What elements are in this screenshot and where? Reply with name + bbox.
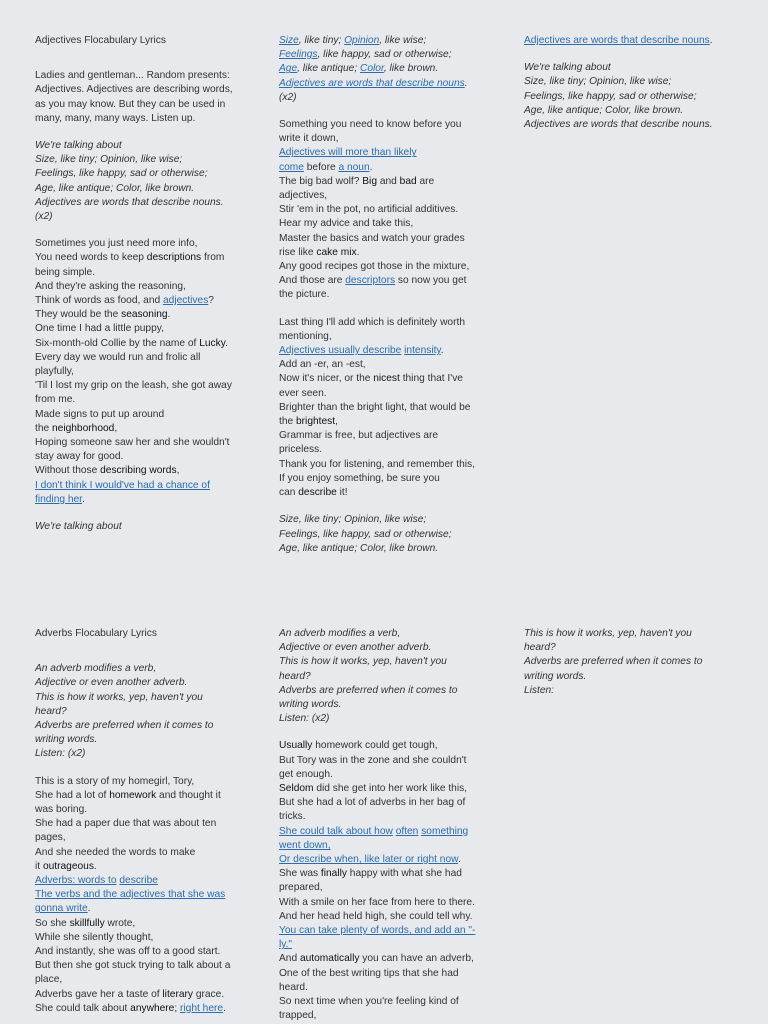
verbs-adjectives-link[interactable]: The verbs and the adjectives that she was	[35, 889, 226, 901]
verse-line: the picture.	[279, 289, 330, 301]
verse-line: And her head held high, she could tell why.	[279, 910, 473, 922]
verse-line: rise like cake mix.	[279, 246, 360, 258]
verse-line: the brightest,	[279, 416, 338, 428]
intro-line: many, many, many ways. Listen up.	[35, 112, 196, 124]
descriptors-link[interactable]: descriptors	[345, 275, 396, 287]
verse-line: This is a story of my homegirl, Tory,	[35, 775, 195, 787]
verse-line: Adverbs gave her a taste of literary grace.	[35, 988, 225, 1000]
chance-link[interactable]: I don't think I would've had a chance of	[35, 479, 210, 491]
chorus-line: Age, like antique; Color, like brown.	[524, 104, 684, 116]
come-link[interactable]: come	[279, 161, 304, 173]
verse-line: the neighborhood,	[35, 422, 118, 434]
verse-line: gonna write.	[35, 903, 91, 915]
verse-line: prepared,	[279, 882, 323, 894]
adverbs-column-1	[35, 627, 247, 1016]
verse-line: finding her.	[35, 493, 85, 505]
a-noun-link[interactable]: a noun	[338, 161, 370, 173]
chorus-line: This is how it works, yep, haven't you	[524, 628, 692, 639]
verse-line: pages,	[35, 832, 66, 844]
verse-line: Brighter than the bright light, that would be	[279, 401, 471, 413]
verse-line: stay away for good.	[35, 451, 124, 463]
verse-line: Or describe when, like later or right now.	[279, 854, 461, 866]
verse-line: Now it's nicer, or the nicest thing that I've	[279, 373, 463, 385]
verse-line: Something you need to know before you	[279, 119, 462, 131]
describe-nouns-link[interactable]: Adjectives are words that describe nouns	[524, 35, 710, 46]
verse-line: Usually homework could get tough,	[279, 740, 438, 752]
age-link[interactable]: Age	[279, 63, 298, 75]
verse-line: Adjectives usually describe intensity.	[279, 345, 444, 357]
verse-line: Adjectives are words that describe nouns.	[524, 35, 713, 46]
plenty-of-words-link[interactable]: You can take plenty of words, and add an "-	[279, 925, 476, 937]
verse-line: Last thing I'll add which is definitely worth	[279, 316, 465, 328]
chorus-line: Feelings, like happy, sad or otherwise;	[524, 90, 697, 102]
verse-line: mentioning,	[279, 330, 332, 342]
verse-line: Stir 'em in the pot, no artificial additives.	[279, 204, 459, 216]
verse-line: She was finally happy with what she had	[279, 868, 462, 880]
adjectives-title: Adjectives Flocabulary Lyrics	[35, 35, 166, 46]
verse-line: Without those describing words,	[35, 465, 180, 477]
verse-line: Any good recipes got those in the mixture,	[279, 261, 470, 273]
chorus-line: Listen: (x2)	[35, 748, 86, 760]
verse-line: Thank you for listening, and remember this,	[279, 458, 475, 470]
verse-line: Think of words as food, and adjectives?	[35, 295, 214, 307]
chorus-line: An adverb modifies a verb,	[35, 663, 157, 675]
verse-line: And instantly, she was off to a good start.	[35, 946, 221, 958]
verse-line: One time I had a little puppy,	[35, 323, 164, 335]
chorus-line: Feelings, like happy, sad or otherwise;	[35, 168, 208, 180]
something-link[interactable]: something	[421, 825, 469, 837]
adverbs-column-2	[279, 627, 491, 1023]
verse-line: And they're asking the reasoning,	[35, 280, 186, 292]
describe-link[interactable]: describe	[119, 875, 158, 887]
more-than-likely-link[interactable]: Adjectives will more than likely	[279, 147, 417, 159]
chorus-line: Adverbs are preferred when it comes to	[524, 656, 703, 668]
intro-line: Ladies and gentleman... Random presents:	[35, 70, 230, 82]
verse-line	[35, 479, 247, 493]
chorus-line: Adverbs are preferred when it comes to	[35, 720, 214, 732]
chorus-line: Feelings, like happy, sad or otherwise;	[279, 528, 452, 540]
intro-line: as you may know. But they can be used in	[35, 98, 226, 110]
verse-line: adjectives,	[279, 190, 328, 202]
usually-describe-link[interactable]: Adjectives usually describe	[279, 345, 402, 357]
verse-line: They would be the seasoning.	[35, 309, 171, 321]
chorus-line: writing words.	[35, 734, 98, 746]
verse-line: priceless.	[279, 444, 323, 456]
verse-line: playfully,	[35, 366, 74, 378]
verse-line: it outrageous.	[35, 860, 97, 872]
verse-line: Master the basics and watch your grades	[279, 232, 465, 244]
chorus-line: Size, like tiny; Opinion, like wise;	[524, 76, 672, 88]
chorus-line: Size, like tiny; Opinion, like wise;	[279, 35, 427, 46]
verse-line: Add an -er, an -est,	[279, 359, 366, 371]
verse-line: was boring.	[35, 804, 88, 816]
verse-line: place,	[35, 974, 63, 986]
verse-line: being simple.	[35, 266, 96, 278]
verse-line: trapped,	[279, 1010, 317, 1022]
chorus-line: Size, like tiny; Opinion, like wise;	[35, 154, 183, 166]
adjectives-column-3	[524, 34, 736, 132]
verse-line: ever seen.	[279, 387, 327, 399]
verse-line: You need words to keep descriptions from	[35, 252, 225, 264]
adverbs-title: Adverbs Flocabulary Lyrics	[35, 628, 157, 639]
verse-line: can describe it!	[279, 487, 348, 499]
verse-line: Six-month-old Collie by the name of Lucky.	[35, 337, 228, 349]
gonna-write-link[interactable]: gonna write	[35, 903, 88, 915]
adjectives-link[interactable]: adjectives	[162, 295, 209, 307]
verse-line: Sometimes you just need more info,	[35, 238, 198, 250]
talk-about-how-link[interactable]: She could talk about how	[279, 825, 393, 837]
adverbs-column-3	[524, 627, 736, 698]
verse-line: She could talk about anywhere; right here.	[35, 1002, 226, 1014]
chorus-line: Listen:	[524, 684, 555, 696]
verse-line: write it down,	[279, 133, 339, 145]
verse-line: But then she got stuck trying to talk about a	[35, 960, 231, 972]
chorus-line: writing words.	[524, 670, 587, 682]
chorus-line: writing words.	[279, 699, 342, 711]
verse-line: And automatically you can have an adverb,	[279, 953, 474, 965]
intro-line: Adjectives. Adjectives are describing words,	[35, 84, 233, 96]
verse-line: She had a paper due that was about ten	[35, 818, 217, 830]
verse-line: And those are descriptors so now you get	[279, 275, 467, 287]
chorus-line: Age, like antique; Color, like brown.	[35, 182, 195, 194]
verse-line: So she skillfully wrote,	[35, 917, 136, 929]
chorus-line: Age, like antique; Color, like brown.	[279, 63, 439, 75]
verse-line: get enough.	[279, 768, 333, 780]
chorus-line: heard?	[279, 670, 311, 682]
chorus-line: heard?	[35, 705, 67, 717]
adjectives-column-2	[279, 34, 491, 556]
chorus-line: Adjective or even another adverb.	[35, 677, 188, 689]
verse-line: tricks.	[279, 811, 306, 823]
chorus-line: (x2)	[279, 91, 297, 103]
verse-line: Hoping someone saw her and she wouldn't	[35, 437, 230, 449]
verse-line: Made signs to put up around	[35, 408, 165, 420]
chorus-line: This is how it works, yep, haven't you	[279, 656, 447, 668]
verse-line	[279, 924, 491, 938]
chorus-line: We're talking about	[35, 140, 122, 152]
verse-line	[279, 839, 491, 853]
chorus-line: Listen: (x2)	[279, 713, 330, 725]
chorus-line: Adjective or even another adverb.	[279, 642, 432, 654]
verse-line: Hear my advice and take this,	[279, 218, 414, 230]
verse-line: heard.	[279, 981, 308, 993]
feelings-link[interactable]: Feelings	[279, 49, 318, 61]
verse-line: 'Til I lost my grip on the leash, she got away	[35, 380, 232, 392]
describe-nouns-link[interactable]: Adjectives are words that describe nouns	[279, 77, 465, 89]
chorus-line: We're talking about	[35, 521, 122, 533]
verse-line: Every day we would run and frolic all	[35, 351, 201, 363]
often-link[interactable]: often	[395, 825, 419, 837]
verse-line	[279, 938, 491, 952]
chorus-line: Age, like antique; Color, like brown.	[279, 542, 439, 554]
opinion-link[interactable]: Opinion	[344, 35, 380, 46]
verse-line: So next time when you're feeling kind of	[279, 996, 459, 1008]
chorus-line: Adjectives are words that describe nouns.	[524, 119, 713, 131]
verse-line	[35, 888, 247, 902]
chorus-line: Adjectives are words that describe nouns.	[35, 196, 224, 208]
verse-line: from me.	[35, 394, 76, 406]
chorus-line: Size, like tiny; Opinion, like wise;	[279, 514, 427, 526]
verse-line: With a smile on her face from here to there.	[279, 896, 475, 908]
verse-line: Grammar is free, but adjectives are	[279, 430, 439, 442]
verse-line: The big bad wolf? Big and bad are	[279, 175, 435, 187]
chorus-line: Adverbs are preferred when it comes to	[279, 684, 458, 696]
verse-line: She had a lot of homework and thought it	[35, 789, 221, 801]
chorus-line: An adverb modifies a verb,	[279, 628, 401, 639]
chorus-line: Feelings, like happy, sad or otherwise;	[279, 49, 452, 61]
adjectives-column-1	[35, 34, 247, 534]
verse-line	[35, 874, 247, 888]
chorus-line: This is how it works, yep, haven't you	[35, 691, 203, 703]
verse-line: Seldom did she get into her work like this,	[279, 783, 468, 795]
color-link[interactable]: Color	[360, 63, 384, 75]
chorus-line: We're talking about	[524, 62, 611, 74]
verse-line: But she had a lot of adverbs in her bag of	[279, 797, 466, 809]
verse-line	[279, 146, 491, 160]
verse-line: While she silently thought,	[35, 931, 154, 943]
verse-line: One of the best writing tips that she had	[279, 967, 459, 979]
chorus-line: heard?	[524, 642, 556, 654]
verse-line: But Tory was in the zone and she couldn't	[279, 754, 467, 766]
went-down-link[interactable]: went down,	[279, 839, 331, 851]
chorus-line: Adjectives are words that describe nouns.	[279, 77, 468, 89]
chorus-line: (x2)	[35, 211, 53, 223]
intensity-link[interactable]: intensity	[404, 345, 441, 357]
describe-when-link[interactable]: Or describe when, like later or right now	[279, 854, 458, 866]
words-to-link[interactable]: Adverbs: words to	[35, 875, 117, 887]
ly-link[interactable]: ly."	[279, 939, 293, 951]
verse-line: come before a noun.	[279, 161, 373, 173]
right-here-link[interactable]: right here	[180, 1002, 224, 1014]
size-link[interactable]: Size	[279, 35, 299, 46]
verse-line	[279, 825, 491, 839]
finding-her-link[interactable]: finding her	[35, 493, 83, 505]
verse-line: And she needed the words to make	[35, 846, 196, 858]
verse-line: If you enjoy something, be sure you	[279, 472, 440, 484]
